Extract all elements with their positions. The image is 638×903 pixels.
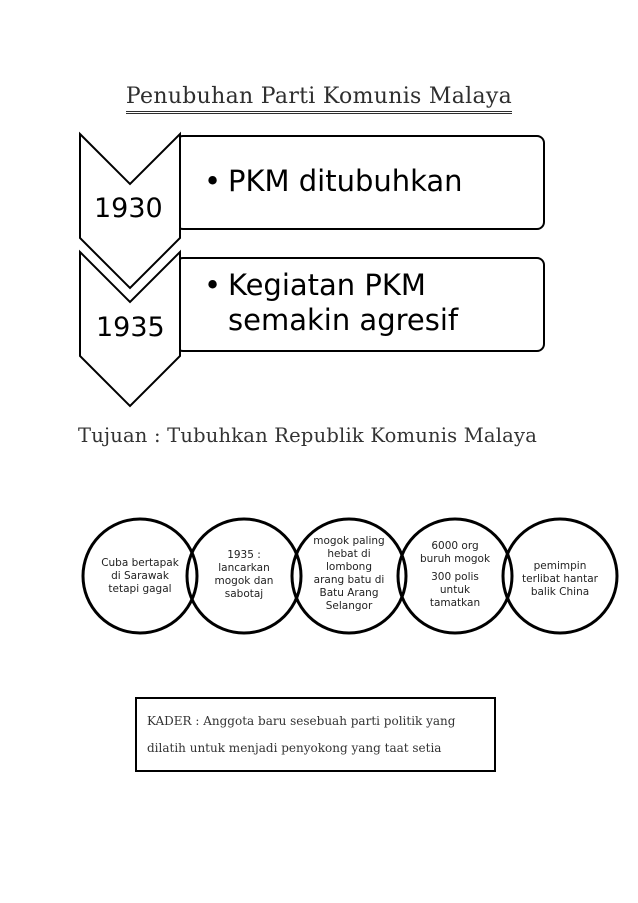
circle-2-line: sabotaj <box>224 588 264 600</box>
circle-4-text <box>402 540 508 610</box>
event-1935-line2: semakin agresif <box>228 303 459 337</box>
circle-3-text <box>299 535 399 613</box>
circle-5-text <box>510 560 610 599</box>
circle-1-line: Cuba bertapak <box>101 557 179 569</box>
circle-1-line: tetapi gagal <box>108 583 172 595</box>
circle-4-line: 300 polis <box>431 571 479 583</box>
kader-line2: dilatih untuk menjadi penyokong yang taat setia <box>147 741 442 755</box>
circle-4-line: untuk <box>439 584 471 596</box>
circle-3-line: Selangor <box>325 600 373 612</box>
kader-line1: KADER : Anggota baru sesebuah parti politik yang <box>147 714 456 728</box>
kader-box <box>135 697 496 772</box>
circle-4-line: buruh mogok <box>419 553 491 565</box>
bullet: • <box>204 268 222 302</box>
circle-5-line: terlibat hantar <box>522 573 598 585</box>
circle-3-line: mogok paling <box>313 535 385 547</box>
year-1930: 1930 <box>94 193 163 224</box>
circle-5-line: balik China <box>530 586 590 598</box>
circle-3-line: arang batu di <box>313 574 385 586</box>
circle-4-line: tamatkan <box>429 597 481 609</box>
circle-2-line: 1935 : <box>227 549 261 561</box>
circle-1-text <box>88 557 192 596</box>
circle-2-text <box>194 549 294 601</box>
event-1930-text: PKM ditubuhkan <box>228 164 463 198</box>
circle-2-line: mogok dan <box>214 575 274 587</box>
circle-5-line: pemimpin <box>533 560 587 572</box>
page-title-text: Penubuhan Parti Komunis Malaya <box>126 84 512 114</box>
circle-2-line: lancarkan <box>218 562 270 574</box>
circle-3-line: lombong <box>326 561 372 573</box>
circle-1-line: di Sarawak <box>111 570 169 582</box>
tujuan-text: Tujuan : Tubuhkan Republik Komunis Malaya <box>78 424 538 447</box>
circle-3-line: Batu Arang <box>319 587 379 599</box>
circle-4-line: 6000 org <box>431 540 479 552</box>
event-1935-line1: Kegiatan PKM <box>228 268 426 302</box>
bullet: • <box>204 164 222 198</box>
circle-3-line: hebat di <box>327 548 371 560</box>
year-1935: 1935 <box>96 312 165 343</box>
